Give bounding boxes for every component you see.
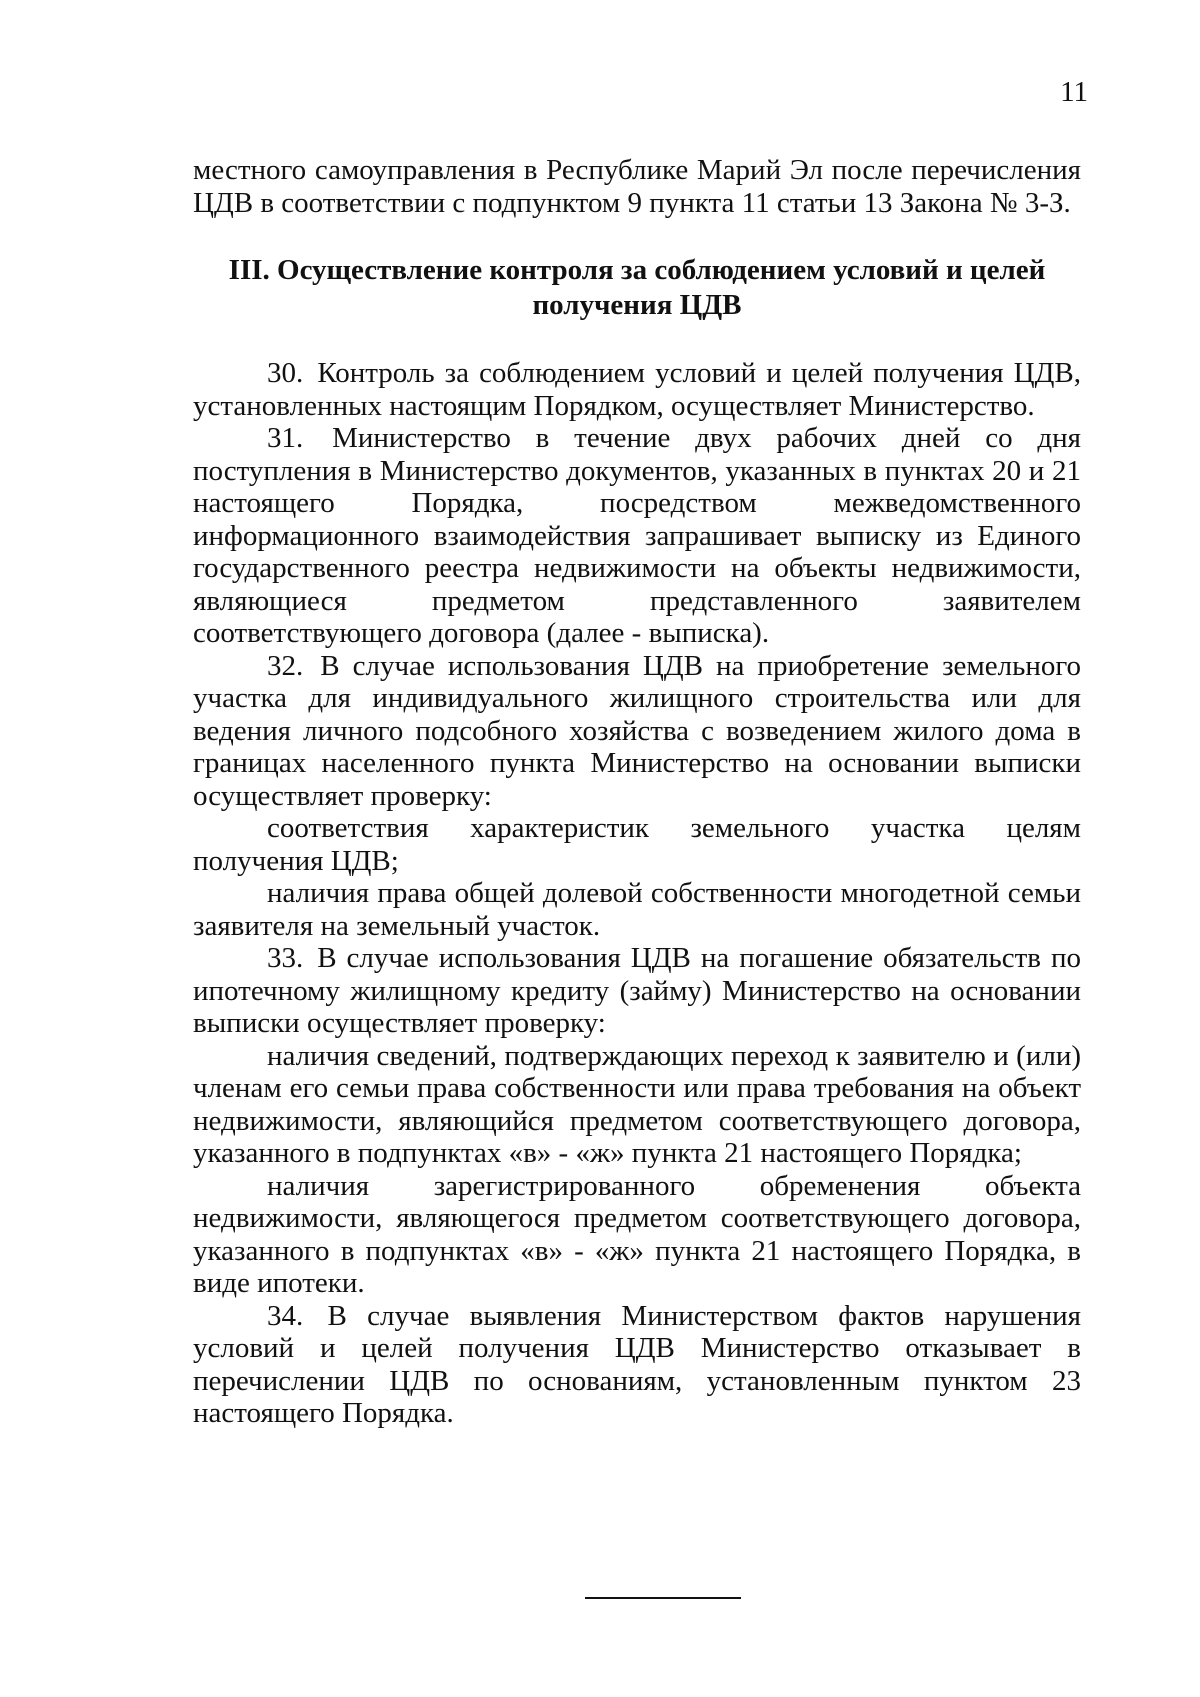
paragraph-34 [193, 1300, 1081, 1430]
paragraph-32 [193, 650, 1081, 813]
paragraph-number: 33. [267, 942, 304, 974]
paragraph-number: 34. [267, 1299, 304, 1332]
paragraph-number: 32. [267, 649, 304, 682]
paragraph-31 [193, 422, 1081, 650]
section-heading [193, 253, 1081, 323]
paragraph-text: В случае использования ЦДВ на погашение обязательств по ипотечному жилищному кредиту (займу) Министерство на основании выписки осуществляет проверку: [193, 942, 1082, 1039]
paragraph-number: 30. [267, 357, 304, 389]
paragraph-text: В случае использования ЦДВ на приобретение земельного участка для индивидуального жилищного строительства или для ведения личного подсобного хозяйства с возведением жилого дома в границах населенного пункта Министерство на основании выписки осуществляет проверку: [193, 649, 1082, 812]
section-heading-line-1: III. Осуществление контроля за соблюдением условий и целей [228, 254, 1046, 286]
paragraph-32-item-2: наличия права общей долевой собственности многодетной семьи заявителя на земельный участок. [193, 877, 1081, 942]
document-body [193, 154, 1081, 1430]
paragraph-33-item-2: наличия зарегистрированного обременения объекта недвижимости, являющегося предметом соответствующего договора, указанного в подпунктах «в» - «ж» пункта 21 настоящего Порядка, в виде ипотеки. [193, 1169, 1081, 1299]
paragraph-30 [193, 357, 1081, 422]
paragraph-text: Министерство в течение двух рабочих дней со дня поступления в Министерство документов, указанных в пунктах 20 и 21 настоящего Порядка, посредством межведомственного информационного взаимодействия запрашивает выписку из Единого государственного реестра недвижимости на объекты недвижимости, являющиеся предметом представленного заявителем соответствующего договора (далее - выписка). [193, 422, 1081, 649]
section-heading-line-2: получения ЦДВ [532, 289, 742, 321]
footer-divider [585, 1597, 741, 1599]
intro-paragraph: местного самоуправления в Республике Марий Эл после перечисления ЦДВ в соответствии с подпунктом 9 пункта 11 статьи 13 Закона № 3-З. [193, 154, 1081, 219]
paragraph-33-item-1: наличия сведений, подтверждающих переход к заявителю и (или) членам его семьи права собственности или права требования на объект недвижимости, являющийся предметом соответствующего договора, указанного в подпунктах «в» - «ж» пункта 21 настоящего Порядка; [193, 1039, 1081, 1169]
paragraph-text: В случае выявления Министерством фактов нарушения условий и целей получения ЦДВ Министерство отказывает в перечислении ЦДВ по основаниям, установленным пунктом 23 настоящего Порядка. [193, 1299, 1082, 1429]
paragraph-32-item-1: соответствия характеристик земельного участка целям получения ЦДВ; [193, 812, 1081, 877]
page-number: 11 [1060, 76, 1088, 108]
paragraph-text: Контроль за соблюдением условий и целей получения ЦДВ, установленных настоящим Порядком, осуществляет Министерство. [193, 357, 1082, 422]
paragraph-number: 31. [267, 422, 304, 454]
paragraph-33 [193, 942, 1081, 1040]
